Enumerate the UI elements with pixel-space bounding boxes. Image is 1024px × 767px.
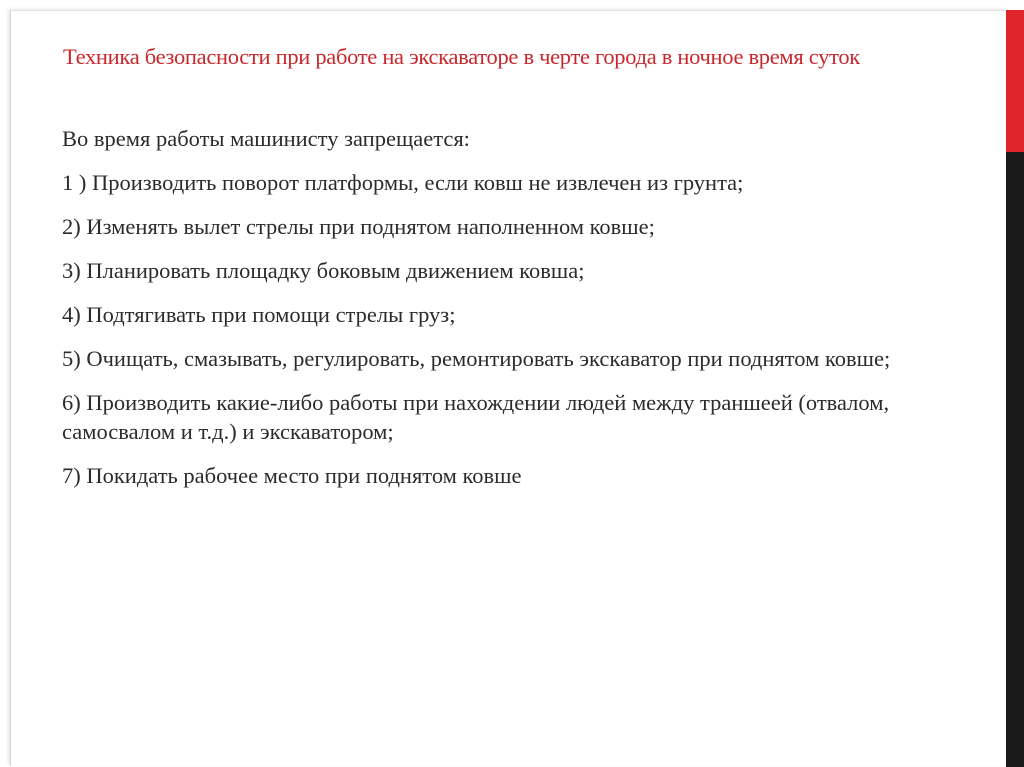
- list-item-2: 2) Изменять вылет стрелы при поднятом наполненном ковше;: [62, 214, 655, 239]
- slide-body: [62, 124, 942, 505]
- list-item-1: 1 ) Производить поворот платформы, если ковш не извлечен из грунта;: [62, 170, 744, 195]
- list-item-6: 6) Производить какие-либо работы при нахождении людей между траншеей (отвалом, самосвалом и т.д.) и экскаватором;: [62, 390, 890, 444]
- list-item-3: 3) Планировать площадку боковым движением ковша;: [62, 258, 585, 283]
- black-accent-bar: [1006, 152, 1024, 767]
- slide-title: Техника безопасности при работе на экскаваторе в черте города в ночное время суток: [63, 44, 860, 69]
- list-item-4: 4) Подтягивать при помощи стрелы груз;: [62, 302, 456, 327]
- list-item-5: 5) Очищать, смазывать, регулировать, ремонтировать экскаватор при поднятом ковше;: [62, 346, 891, 371]
- list-item-7: 7) Покидать рабочее место при поднятом ковше: [62, 463, 522, 488]
- right-accent-rail: [1006, 10, 1024, 767]
- intro-line: Во время работы машинисту запрещается:: [62, 126, 470, 151]
- red-accent-bar: [1006, 10, 1024, 152]
